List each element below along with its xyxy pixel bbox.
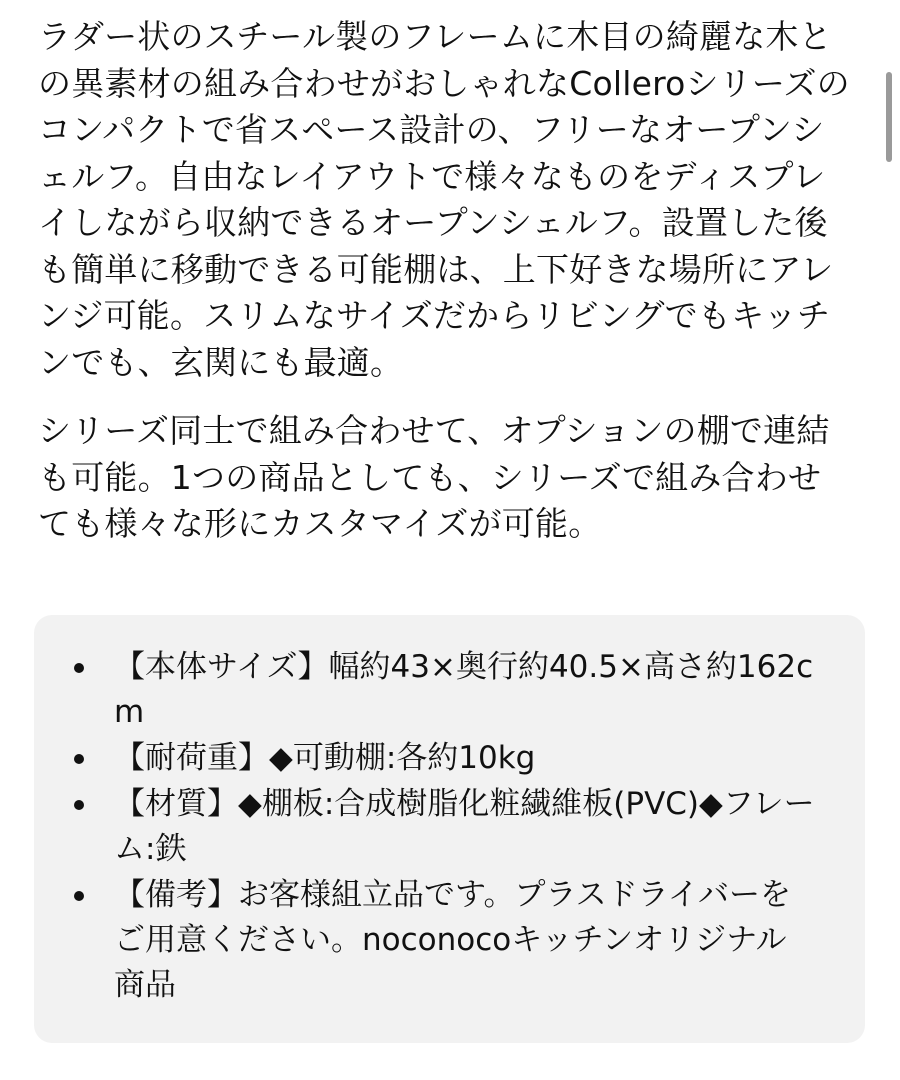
spec-box <box>34 615 865 1043</box>
bullet-icon <box>74 754 84 764</box>
spec-text: 【材質】◆棚板:合成樹脂化粧繊維板(PVC)◆フレーム:鉄 <box>114 786 815 867</box>
bullet-icon <box>74 891 84 901</box>
description-paragraph-1: ラダー状のスチール製のフレームに木目の綺麗な木との異素材の組み合わせがおしゃれなColleroシリーズのコンパクトで省スペース設計の、フリーなオープンシェルフ。自由なレイアウトで様々なものをディスプレイしながら収納できるオープンシェルフ。設置した後も簡単に移動できる可能棚は、上下好きな場所にアレンジ可能。スリムなサイズだからリビングでもキッチンでも、玄関にも最適。 <box>38 17 850 382</box>
product-description <box>38 14 850 548</box>
spec-text: 【耐荷重】◆可動棚:各約10kg <box>114 740 536 776</box>
description-paragraph-2: シリーズ同士で組み合わせて、オプションの棚で連結も可能。1つの商品としても、シリーズで組み合わせても様々な形にカスタマイズが可能。 <box>38 411 830 543</box>
spec-item-load <box>114 736 815 781</box>
bullet-icon <box>74 663 84 673</box>
spec-item-notes <box>114 873 815 1008</box>
spec-list <box>114 645 815 1008</box>
spec-text: 【本体サイズ】幅約43×奥行約40.5×高さ約162cm <box>114 649 814 730</box>
spec-item-material <box>114 782 815 872</box>
bullet-icon <box>74 800 84 810</box>
spec-text: 【備考】お客様組立品です。プラスドライバーをご用意ください。noconocoキッチンオリジナル商品 <box>114 877 792 1003</box>
scrollbar-thumb[interactable] <box>886 72 892 162</box>
spec-item-size <box>114 645 815 735</box>
